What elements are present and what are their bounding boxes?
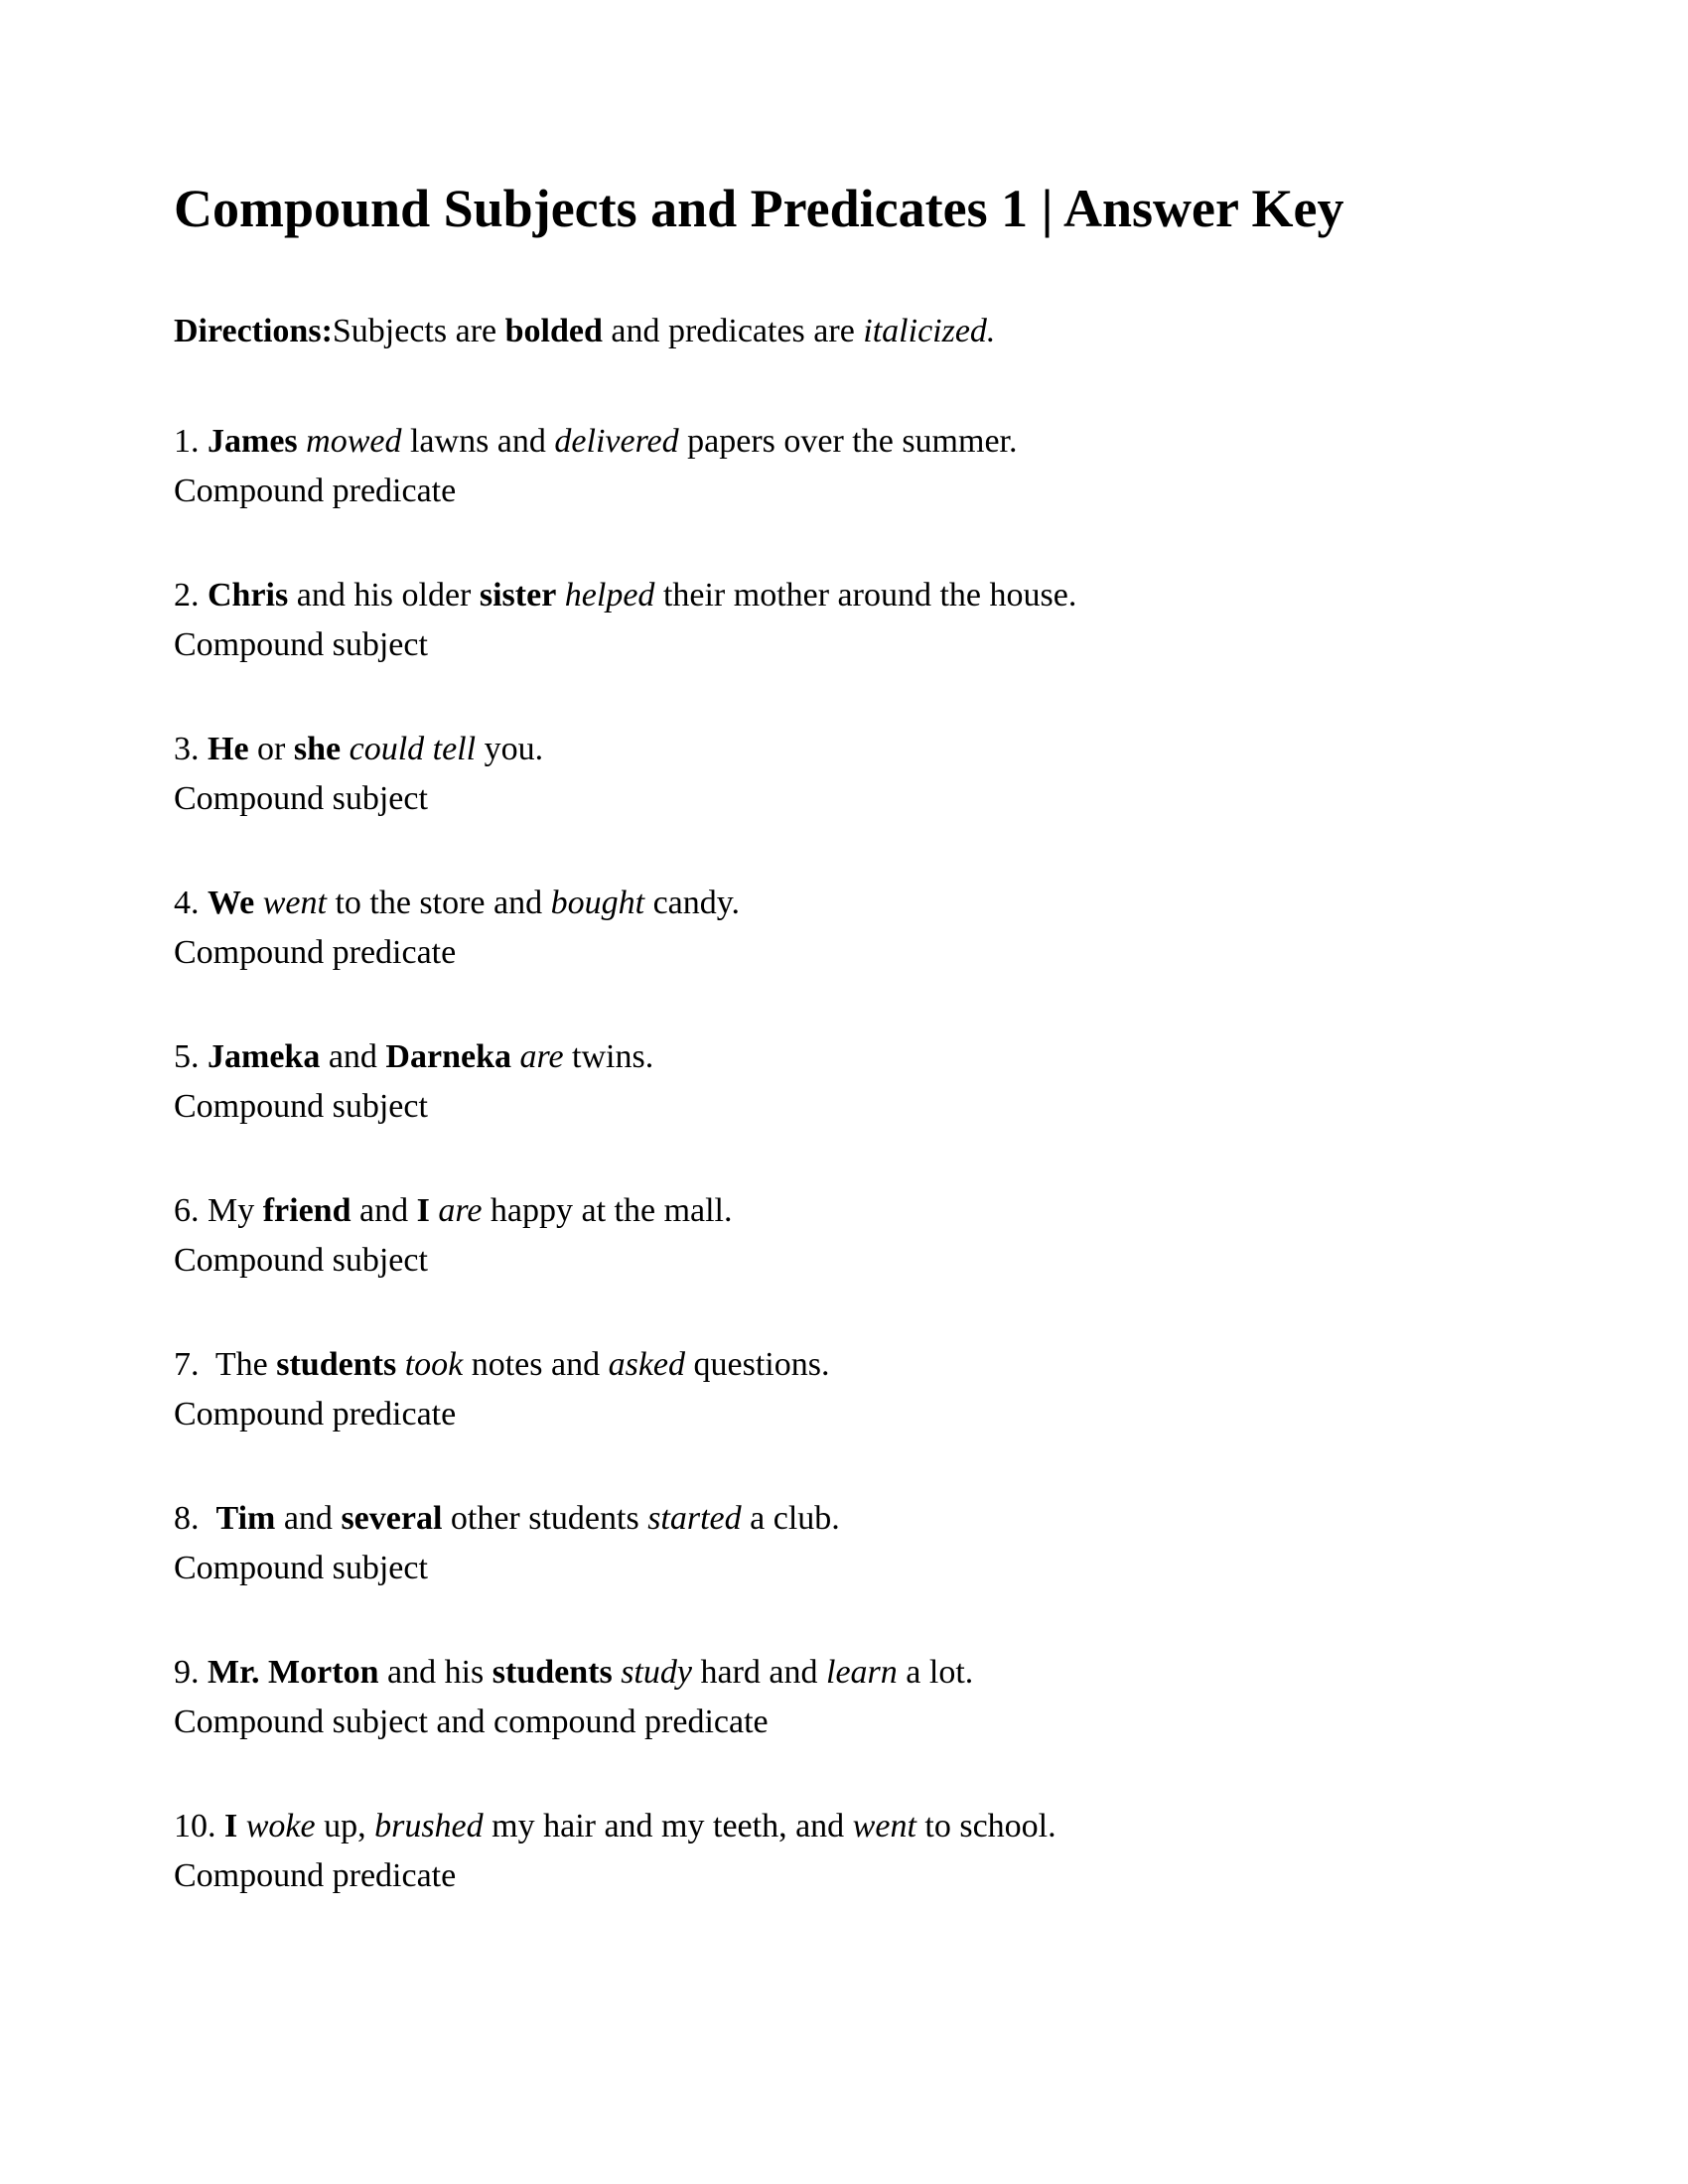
exercise-item-9 [174,1648,1549,1747]
exercise-item-7 [174,1340,1549,1439]
exercise-item-6 [174,1186,1549,1286]
item-7-answer: Compound predicate [174,1395,457,1433]
page-title: Compound Subjects and Predicates 1 | Answer Key [174,179,1344,238]
exercise-item-5 [174,1032,1549,1132]
item-4-answer: Compound predicate [174,933,457,971]
item-4-sentence: 4. We went to the store and bought candy. [174,884,741,921]
exercise-item-8 [174,1494,1549,1593]
exercise-item-10 [174,1802,1549,1901]
item-5-sentence: 5. Jameka and Darneka are twins. [174,1037,654,1075]
item-1-sentence: 1. James mowed lawns and delivered papers over the summer. [174,422,1018,460]
item-2-answer: Compound subject [174,625,428,663]
item-5-answer: Compound subject [174,1087,428,1125]
item-7-sentence: 7. The students took notes and asked questions. [174,1345,830,1383]
item-6-sentence: 6. My friend and I are happy at the mall. [174,1191,733,1229]
item-8-answer: Compound subject [174,1549,428,1586]
page-content [174,177,1549,1956]
exercise-item-2 [174,571,1549,670]
exercise-item-3 [174,725,1549,824]
item-3-sentence: 3. He or she could tell you. [174,730,544,767]
item-9-answer: Compound subject and compound predicate [174,1703,769,1740]
item-1-answer: Compound predicate [174,472,457,509]
item-10-sentence: 10. I woke up, brushed my hair and my teeth, and went to school. [174,1807,1056,1844]
exercise-item-1 [174,417,1549,516]
item-8-sentence: 8. Tim and several other students started a club. [174,1499,840,1537]
item-10-answer: Compound predicate [174,1856,457,1894]
item-3-answer: Compound subject [174,779,428,817]
item-9-sentence: 9. Mr. Morton and his students study hard and learn a lot. [174,1653,974,1691]
directions-line: Directions:Subjects are bolded and predicates are italicized. [174,312,996,349]
exercise-item-4 [174,879,1549,978]
item-2-sentence: 2. Chris and his older sister helped their mother around the house. [174,576,1077,614]
item-6-answer: Compound subject [174,1241,428,1279]
